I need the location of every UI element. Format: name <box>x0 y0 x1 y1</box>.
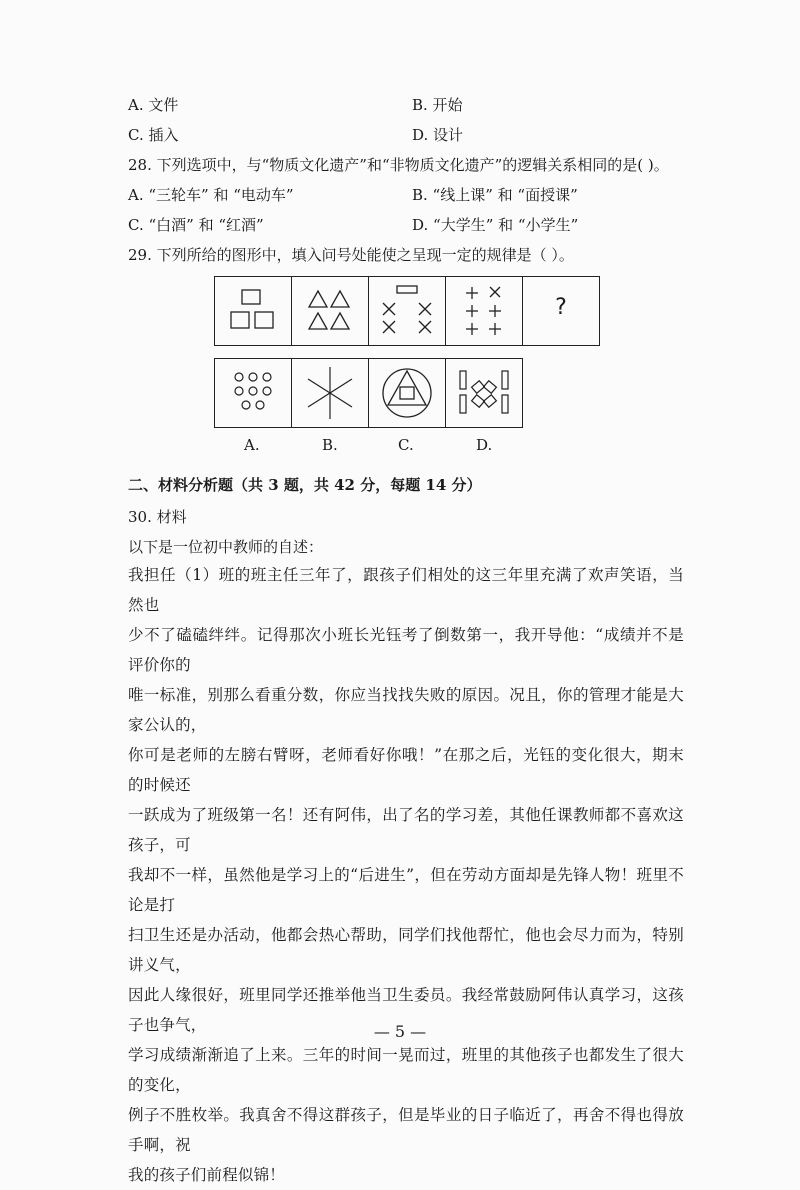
q29-option-label-b: B. <box>322 436 338 454</box>
q28-option-a: A. “三轮车” 和 “电动车” <box>128 186 294 204</box>
q30-line-3: 唯一标准，别那么看重分数，你应当找找失败的原因。况且，你的管理才能是大家公认的， <box>128 686 684 734</box>
q30-line-1: 我担任（1）班的班主任三年了，跟孩子们相处的这三年里充满了欢声笑语，当然也 <box>128 566 684 614</box>
q28-option-d: D. “大学生” 和 “小学生” <box>412 216 579 234</box>
q29-question-mark-cell <box>523 277 599 345</box>
section-2-title: 二、材料分析题（共 3 题，共 42 分，每题 14 分） <box>128 476 482 494</box>
q30-material-paragraph <box>128 560 684 1190</box>
q27-option-d: D. 设计 <box>412 126 464 144</box>
question-mark: ? <box>555 295 567 320</box>
page-number: — 5 — <box>373 1022 427 1041</box>
q29-figure-1-squares <box>215 277 292 345</box>
q29-figure-3-crosses <box>369 277 446 345</box>
q30-line-11: 我的孩子们前程似锦！ <box>128 1166 286 1184</box>
q30-line-6: 我却不一样，虽然他是学习上的“后进生”，但在劳动方面却是先锋人物！班里不论是打 <box>128 866 684 914</box>
q30-intro: 以下是一位初中教师的自述： <box>128 538 324 556</box>
q29-option-a-circles <box>215 359 292 427</box>
q29-figure-2-triangles <box>292 277 369 345</box>
q27-option-a: A. 文件 <box>128 96 179 114</box>
q28-option-b: B. “线上课” 和 “面授课” <box>412 186 578 204</box>
q29-option-label-d: D. <box>476 436 493 454</box>
q29-question-figure-row <box>214 276 600 346</box>
q28-stem: 28. 下列选项中，与“物质文化遗产”和“非物质文化遗产”的逻辑关系相同的是( )。 <box>128 156 669 174</box>
q30-label: 30. 材料 <box>128 508 187 526</box>
q29-option-b-star-lines <box>292 359 369 427</box>
q27-option-b: B. 开始 <box>412 96 463 114</box>
q30-line-2: 少不了磕磕绊绊。记得那次小班长光钰考了倒数第一，我开导他：“成绩并不是评价你的 <box>128 626 684 674</box>
q29-stem: 29. 下列所给的图形中，填入问号处能使之呈现一定的规律是（ ）。 <box>128 246 574 264</box>
q30-line-7: 扫卫生还是办活动，他都会热心帮助，同学们找他帮忙，他也会尽力而为，特别讲义气， <box>128 926 684 974</box>
q30-line-9: 学习成绩渐渐追了上来。三年的时间一晃而过，班里的其他孩子也都发生了很大的变化， <box>128 1046 684 1094</box>
q30-line-10: 例子不胜枚举。我真舍不得这群孩子，但是毕业的日子临近了，再舍不得也得放手啊，祝 <box>128 1106 684 1154</box>
q30-line-4: 你可是老师的左膀右臂呀，老师看好你哦！”在那之后，光钰的变化很大，期末的时候还 <box>128 746 684 794</box>
q29-option-label-c: C. <box>398 436 414 454</box>
q30-line-5: 一跃成为了班级第一名！还有阿伟，出了名的学习差，其他任课教师都不喜欢这孩子，可 <box>128 806 684 854</box>
q27-option-c: C. 插入 <box>128 126 179 144</box>
q28-option-c: C. “白酒” 和 “红酒” <box>128 216 264 234</box>
q30-line-8: 因此人缘很好，班里同学还推举他当卫生委员。我经常鼓励阿伟认真学习，这孩子也争气， <box>128 986 684 1034</box>
q29-option-label-a: A. <box>244 436 260 454</box>
q29-option-d-rectangles <box>446 359 522 427</box>
q29-option-c-circle-triangle <box>369 359 446 427</box>
q29-figure-4-plus-signs <box>446 277 523 345</box>
q29-options-figure-row <box>214 358 523 428</box>
